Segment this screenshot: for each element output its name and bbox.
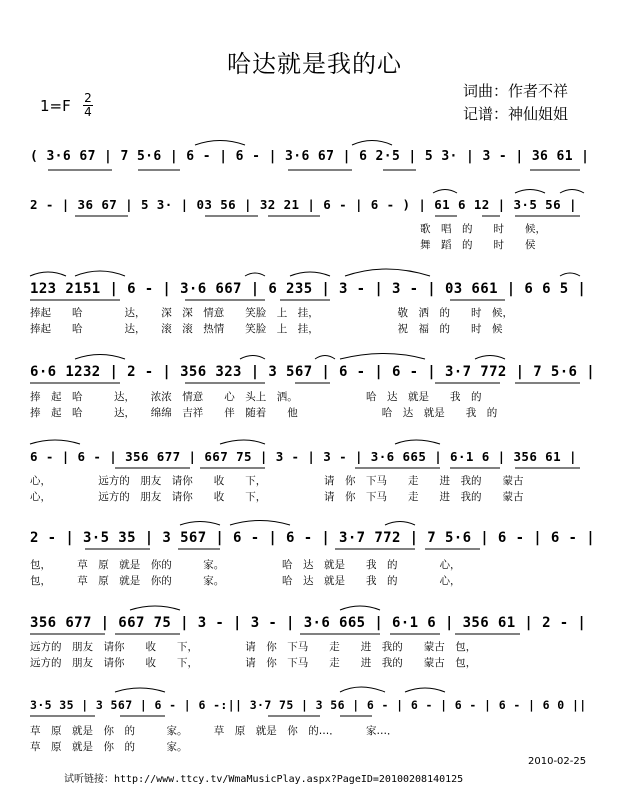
- lyric-row: 舞 蹈 的 时 侯: [420, 239, 536, 251]
- composer-credit: 词曲：作者不祥: [463, 82, 569, 100]
- listen-link[interactable]: 试听链接：http://www.ttcy.tv/WmaMusicPlay.aspx?PageID=20100208140125: [64, 774, 464, 785]
- meter-top: 2: [84, 91, 92, 105]
- song-title: 哈达就是我的心: [227, 50, 402, 78]
- lyric-row: 捧起 哈 达， 滚 滚 热情 笑脸 上 挂， 祝 福 的 时 候: [30, 323, 503, 335]
- lyric-row: 草 原 就是 你 的 家。: [30, 741, 188, 753]
- lyric-row: 心， 远方的 朋友 请你 收 下， 请 你 下马 走 进 我的 蒙古: [30, 475, 524, 487]
- lyric-row: 捧 起 哈 达， 浓浓 情意 心 头上 洒。 哈 达 就是 我 的: [30, 391, 482, 403]
- transcriber-credit: 记谱：神仙姐姐: [463, 105, 569, 123]
- score-row: 123 2151 | 6 - | 3·6 667 | 6 235 | 3 - | 3 - | 03 661 | 6 6 5 |: [30, 281, 587, 297]
- meter-bottom: 4: [84, 105, 92, 119]
- score-row: 2 - | 3·5 35 | 3 567 | 6 - | 6 - | 3·7 772 | 7 5·6 | 6 - | 6 - |: [30, 530, 596, 546]
- lyric-row: 捧 起 哈 达， 绵绵 吉祥 伴 随着 他 哈 达 就是 我 的: [30, 407, 498, 419]
- date-stamp: 2010-02-25: [528, 756, 587, 767]
- lyric-row: 草 原 就是 你 的 家。 草 原 就是 你 的…． 家…．: [30, 725, 398, 737]
- lyric-row: 包， 草 原 就是 你的 家。 哈 达 就是 我 的 心，: [30, 575, 461, 587]
- lyric-row: 歌 唱 的 时 候，: [420, 223, 546, 235]
- score-row: ( 3·6 67 | 7 5·6 | 6 - | 6 - | 3·6 67 | 6 2·5 | 5 3· | 3 - | 36 61 |: [30, 149, 590, 164]
- key-signature: 1=F: [40, 97, 71, 115]
- lyric-row: 远方的 朋友 请你 收 下， 请 你 下马 走 进 我的 蒙古 包，: [30, 641, 477, 653]
- time-signature: [83, 93, 93, 118]
- score-row: 356 677 | 667 75 | 3 - | 3 - | 3·6 665 | 6·1 6 | 356 61 | 2 - |: [30, 615, 587, 631]
- score-row: 2 - | 36 67 | 5 3· | 03 56 | 32 21 | 6 - | 6 - ) | 61 6 12 | 3·5 56 |: [30, 197, 577, 212]
- lyric-row: 远方的 朋友 请你 收 下， 请 你 下马 走 进 我的 蒙古 包，: [30, 657, 477, 669]
- lyric-row: 心， 远方的 朋友 请你 收 下， 请 你 下马 走 进 我的 蒙古: [30, 491, 524, 503]
- lyric-row: 捧起 哈 达， 深 深 情意 笑脸 上 挂， 敬 洒 的 时 候，: [30, 307, 513, 319]
- score-row: 3·5 35 | 3 567 | 6 - | 6 -:|| 3·7 75 | 3 56 | 6 - | 6 - | 6 - | 6 - | 6 0 ||: [30, 698, 587, 712]
- score-row: 6·6 1232 | 2 - | 356 323 | 3 567 | 6 - | 6 - | 3·7 772 | 7 5·6 |: [30, 364, 596, 380]
- score-row: 6 - | 6 - | 356 677 | 667 75 | 3 - | 3 - | 3·6 665 | 6·1 6 | 356 61 |: [30, 449, 577, 464]
- lyric-row: 包， 草 原 就是 你的 家。 哈 达 就是 我 的 心，: [30, 559, 461, 571]
